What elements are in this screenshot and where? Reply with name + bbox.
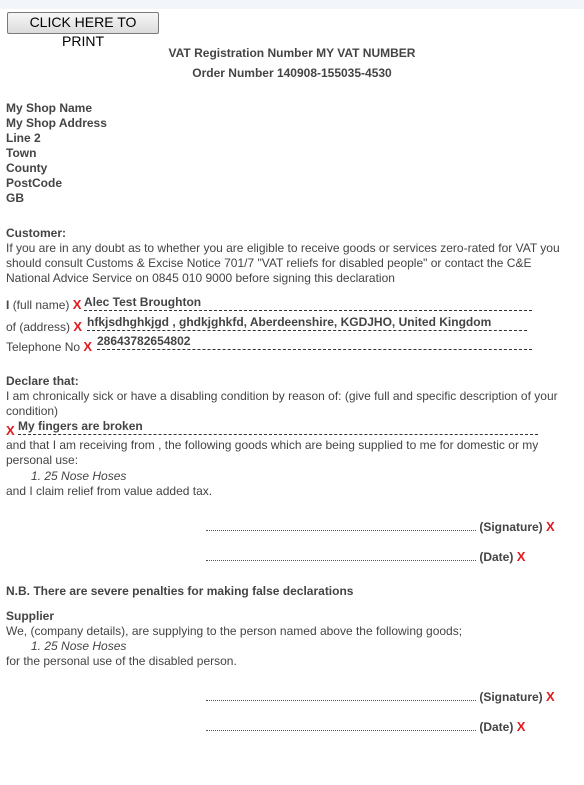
supplier-heading: Supplier — [6, 609, 55, 623]
shop-country: GB — [6, 191, 24, 205]
date-label: (Date) — [479, 720, 514, 734]
shop-address-block — [6, 101, 107, 206]
customer-signature-row — [206, 519, 555, 534]
top-bar — [0, 0, 584, 9]
supplier-goods-item: 1. 25 Nose Hoses — [31, 639, 127, 653]
declare-text-line: condition) — [6, 404, 59, 418]
fullname-value[interactable]: Alec Test Broughton — [84, 295, 532, 311]
customer-date-row — [206, 549, 525, 564]
shop-address: My Shop Address — [6, 116, 107, 130]
vat-registration-line: VAT Registration Number MY VAT NUMBER — [168, 46, 416, 60]
declare-text-line: I am chronically sick or have a disabling condition by reason of: (give full and specific description of your — [6, 389, 558, 403]
customer-advice-line: If you are in any doubt as to whether you are eligible to receive goods or services zero-rated for VAT you — [6, 241, 560, 255]
customer-advice-line: National Advice Service on 0845 010 9000 before signing this declaration — [6, 271, 395, 285]
goods-item: 1. 25 Nose Hoses — [31, 469, 127, 483]
declare-goods-text — [6, 438, 582, 468]
x-mark: X — [516, 549, 526, 564]
shop-town: Town — [6, 146, 37, 160]
customer-advice — [6, 241, 582, 286]
supplier-date-row — [206, 719, 525, 734]
fullname-label: (full name) — [12, 298, 70, 312]
shop-name: My Shop Name — [6, 101, 93, 115]
shop-line2: Line 2 — [6, 131, 41, 145]
x-mark: X — [546, 519, 555, 534]
signature-line[interactable] — [206, 690, 476, 701]
x-mark: X — [72, 297, 82, 312]
signature-label: (Signature) — [479, 690, 543, 704]
signature-line[interactable] — [206, 520, 476, 531]
condition-value[interactable]: My fingers are broken — [18, 419, 538, 435]
x-mark: X — [83, 339, 93, 354]
x-mark: X — [73, 319, 83, 334]
x-mark: X — [516, 719, 526, 734]
shop-postcode: PostCode — [6, 176, 63, 190]
phone-value[interactable]: 28643782654802 — [97, 334, 532, 350]
print-button[interactable]: CLICK HERE TO PRINT — [7, 12, 159, 34]
phone-label: Telephone No — [6, 340, 81, 354]
address-label: of (address) — [6, 320, 71, 334]
date-line[interactable] — [206, 720, 476, 731]
customer-heading: Customer: — [6, 226, 67, 240]
shop-county: County — [6, 161, 48, 175]
penalty-note: N.B. There are severe penalties for making false declarations — [6, 584, 354, 598]
declare-text-line: personal use: — [6, 453, 79, 467]
address-value[interactable]: hfkjsdhghkjgd , ghdkjghkfd, Aberdeenshire, KGDJHO, United Kingdom — [87, 315, 527, 331]
declare-text — [6, 389, 582, 419]
claim-text: and I claim relief from value added tax. — [6, 484, 213, 498]
date-label: (Date) — [479, 550, 514, 564]
phone-row — [6, 339, 92, 354]
supplier-signature-row — [206, 689, 555, 704]
date-line[interactable] — [206, 550, 476, 561]
i-label: I — [6, 298, 10, 312]
customer-advice-line: should consult Customs & Excise Notice 701/7 "VAT reliefs for disabled people" or contact the C&E — [6, 256, 532, 270]
supplier-text: We, (company details), are supplying to the person named above the following goods; — [6, 624, 463, 638]
order-number-line: Order Number 140908-155035-4530 — [192, 66, 392, 80]
x-mark: X — [6, 423, 15, 438]
condition-x — [6, 423, 15, 438]
supplier-personal-use-text: for the personal use of the disabled person. — [6, 654, 237, 668]
declare-heading: Declare that: — [6, 374, 79, 388]
address-row — [6, 319, 82, 334]
fullname-row — [6, 297, 81, 312]
signature-label: (Signature) — [479, 520, 543, 534]
declare-text-line: and that I am receiving from , the following goods which are being supplied to me for domestic or my — [6, 438, 539, 452]
x-mark: X — [546, 689, 555, 704]
